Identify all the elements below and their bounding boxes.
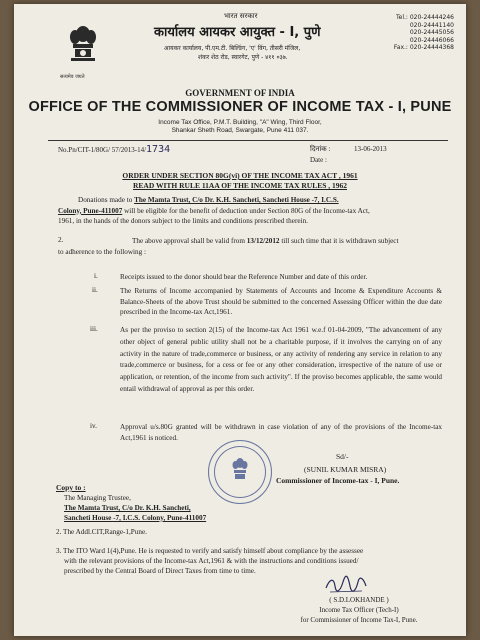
condition-iii-number: iii.: [90, 325, 98, 333]
order-document: [14, 4, 466, 636]
copy-item-3-line-2: with the relevant provisions of the Income-tax Act,1961 & with the instructions and conditions issued/: [64, 557, 359, 565]
signature-sd: Sd/-: [336, 452, 349, 461]
fax-line: Fax.: 020-24444368: [393, 44, 454, 51]
condition-i-number: i.: [94, 272, 98, 280]
copy-item-2: 2. The Addl.CIT,Range-1,Pune.: [56, 528, 147, 536]
paragraph-2: [58, 236, 442, 257]
trust-name: The Mamta Trust, C/o Dr. K.H. Sancheti, Sancheti House -7, I.C.S.: [134, 196, 339, 204]
signatory-title: Commissioner of Income-tax - I, Pune.: [276, 476, 400, 485]
tel-line: 020-24445056: [409, 29, 454, 36]
ito-title: Income Tax Officer (Tech-I): [319, 606, 399, 614]
p1-end: 1961, in the hands of the donors subject to the limits and conditions prescribed therein.: [58, 217, 308, 225]
condition-i: Receipts issued to the donor should bear the Reference Number and date of this order.: [120, 273, 368, 281]
signatory-name: (SUNIL KUMAR MISRA): [304, 465, 387, 474]
condition-ii-number: ii.: [92, 286, 98, 294]
copy-recipient-2: The Mamta Trust, C/o Dr. K.H. Sancheti,: [64, 504, 191, 512]
trust-colony: Colony, Pune-411007: [58, 206, 123, 215]
tel-line: Tel.: 020-24444246: [396, 14, 454, 21]
emblem-caption: सत्यमेव जयते: [60, 74, 85, 80]
condition-ii: The Returns of Income accompanied by Statements of Accounts and Income & Expenditure Accounts & Balance-Sheets of the above Trust should be submitted to the concerned Assessing Officer within the due date prescribed in the Income-tax Act,1961.: [120, 287, 442, 316]
date-value: 13-06-2013: [354, 145, 387, 153]
condition-iv: Approval u/s.80G granted will be withdrawn in case violation of any of the provisions of the Income-tax Act,1961 is noticed.: [120, 423, 442, 442]
p2-body: till such time that it is withdrawn subject: [279, 237, 399, 245]
condition-iv-number: iv.: [90, 422, 97, 430]
copy-recipient-3: Sancheti House -7, I.C.S. Colony, Pune-411007: [64, 514, 207, 522]
order-title-line-1: ORDER UNDER SECTION 80G(vi) OF THE INCOME TAX ACT , 1961: [122, 171, 358, 180]
handwritten-number: 1734: [146, 144, 171, 155]
office-address-line-2: Shankar Sheth Road, Swargate, Pune 411 037.: [171, 127, 309, 134]
order-title-line-2: READ WITH RULE 11AA OF THE INCOME TAX RULES , 1962: [133, 181, 347, 190]
paragraph-2-number: 2.: [58, 236, 64, 244]
p1-intro: Donations made to: [78, 196, 135, 204]
handwritten-signature-icon: [324, 574, 368, 596]
official-seal: [208, 440, 272, 504]
p2-intro: The above approval shall be valid from: [132, 237, 247, 245]
copy-recipient-1: The Managing Trustee,: [64, 494, 131, 502]
date-label: Date :: [310, 156, 327, 164]
tel-line: 020-24446066: [409, 36, 454, 44]
government-of-india: GOVERNMENT OF INDIA: [185, 88, 295, 98]
ito-name: ( S.D.LOKHANDE ): [329, 596, 389, 604]
copy-item-3-line-3: prescribed by the Central Board of Direct Taxes from time to time.: [64, 567, 256, 575]
hindi-office-title: कार्यालय आयकर आयुक्त - I, पुणे: [154, 25, 321, 40]
hindi-address-line-1: आयकर कार्यालय, पी.एम.टी. बिल्डिंग, 'ए' विंग, तीसरी मंजिल,: [164, 45, 301, 52]
date-label-hindi: दिनांक :: [310, 145, 331, 153]
hindi-government: भारत सरकार: [224, 12, 258, 20]
office-address-line-1: Income Tax Office, P.M.T. Building, "A" Wing, Third Floor,: [158, 119, 322, 126]
tel-line: 020-24441140: [409, 21, 454, 29]
seal-emblem-icon: [231, 457, 249, 483]
phone-fax-block: [394, 14, 454, 52]
validity-date: 13/12/2012: [246, 237, 280, 245]
p1-body: will be eligible for the benefit of deduction under Section 80G of the Income-tax Act,: [122, 206, 370, 215]
reference-number: [58, 144, 170, 155]
paragraph-1: [58, 195, 442, 227]
condition-iii: As per the proviso to section 2(15) of the Income-tax Act 1961 w.e.f 01-04-2009, "The advancement of any other object of general public utility shall not be a charitable purpose, if it involves the carrying on of any activity in the nature of trade,commerce or business, or any activity of rendering any service in relation to any trade,commerce or business, for a cess or fee or any other consideration, irrespective of the nature of use or application, or retention, of the income from such activity". If the proviso becomes applicable, the same would entail withdrawal of approval as per this order.: [120, 326, 442, 393]
ito-for: for Commissioner of Income Tax-I, Pune.: [300, 616, 418, 624]
national-emblem-icon: [66, 24, 100, 72]
reference-number-text: No.Pn/CIT-1/80G/ 57/2013-14/: [58, 146, 147, 154]
copy-item-3-line-1: 3. The ITO Ward 1(4),Pune. He is requested to verify and satisfy himself about compliance by the assessee: [56, 547, 364, 555]
hindi-address-line-2: शंकर शेठ रोड, स्वारगेट, पुणे - ४११ ०३७.: [198, 54, 288, 61]
p2-end: to adherence to the following :: [58, 247, 147, 256]
office-title: OFFICE OF THE COMMISSIONER OF INCOME TAX - I, PUNE: [28, 99, 452, 115]
header-divider: [48, 140, 448, 141]
copy-to-label: Copy to :: [56, 483, 86, 492]
